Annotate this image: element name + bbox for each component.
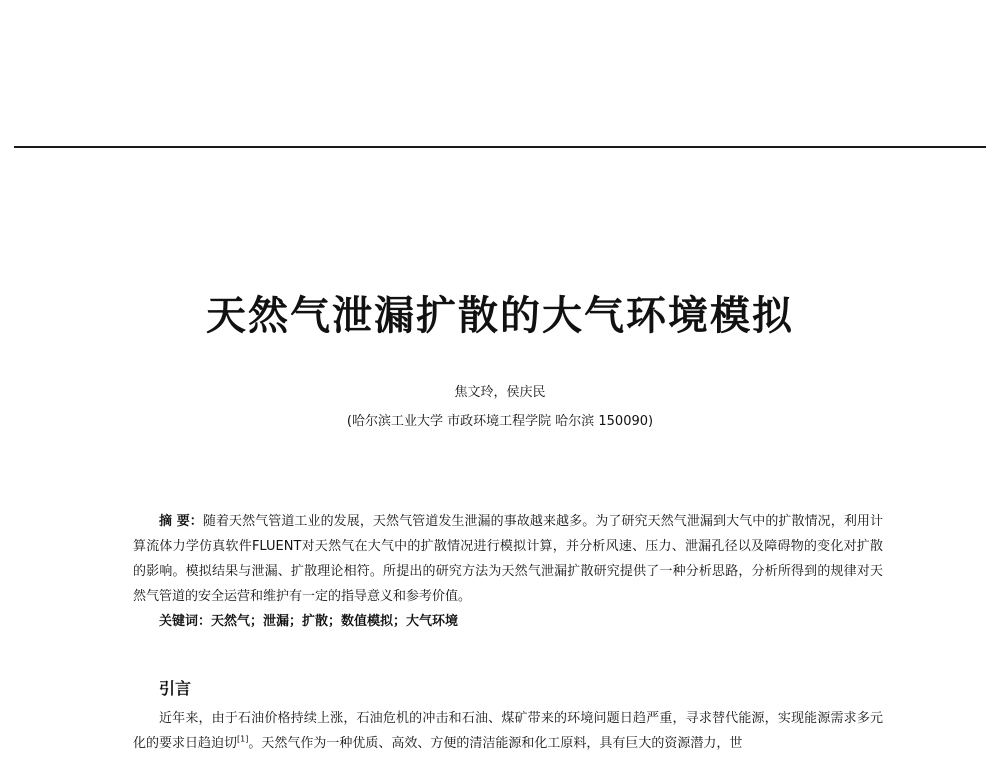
intro-text-part1: 近年来，由于石油价格持续上涨，石油危机的冲击和石油、煤矿带来的环境问题日趋严重，寻求替代能源，实现能源需求多元化的要求日趋迫切 bbox=[133, 711, 883, 751]
paper-title: 天然气泄漏扩散的大气环境模拟 bbox=[206, 292, 794, 339]
abstract-text: 随着天然气管道工业的发展，天然气管道发生泄漏的事故越来越多。为了研究天然气泄漏到大气中的扩散情况，利用计算流体力学仿真软件FLUENT对天然气在大气中的扩散情况进行模拟计算，并分析风速、压力、泄漏孔径以及障碍物的变化对扩散的影响。模拟结果与泄漏、扩散理论相符。所提出的研究方法为天然气泄漏扩散研究提供了一种分析思路，分析所得到的规律对天然气管道的安全运营和维护有一定的指导意义和参考价值。 bbox=[133, 514, 883, 604]
section-heading-introduction: 引言 bbox=[159, 679, 192, 698]
citation-marker: [1] bbox=[237, 734, 249, 744]
intro-text-part2: 。天然气作为一种优质、高效、方便的清洁能源和化工原料，具有巨大的资源潜力，世 bbox=[248, 736, 743, 751]
keywords-text: 天然气；泄漏；扩散；数值模拟；大气环境 bbox=[211, 614, 459, 629]
keywords bbox=[159, 612, 883, 632]
abstract-label: 摘 要： bbox=[159, 514, 203, 529]
header-rule bbox=[14, 146, 986, 148]
paper-authors: 焦文玲，侯庆民 bbox=[454, 385, 546, 400]
abstract bbox=[133, 509, 883, 609]
keywords-label: 关键词： bbox=[159, 614, 212, 629]
paper-affiliation: (哈尔滨工业大学 市政环境工程学院 哈尔滨 150090) bbox=[346, 414, 654, 429]
intro-paragraph bbox=[133, 706, 883, 756]
